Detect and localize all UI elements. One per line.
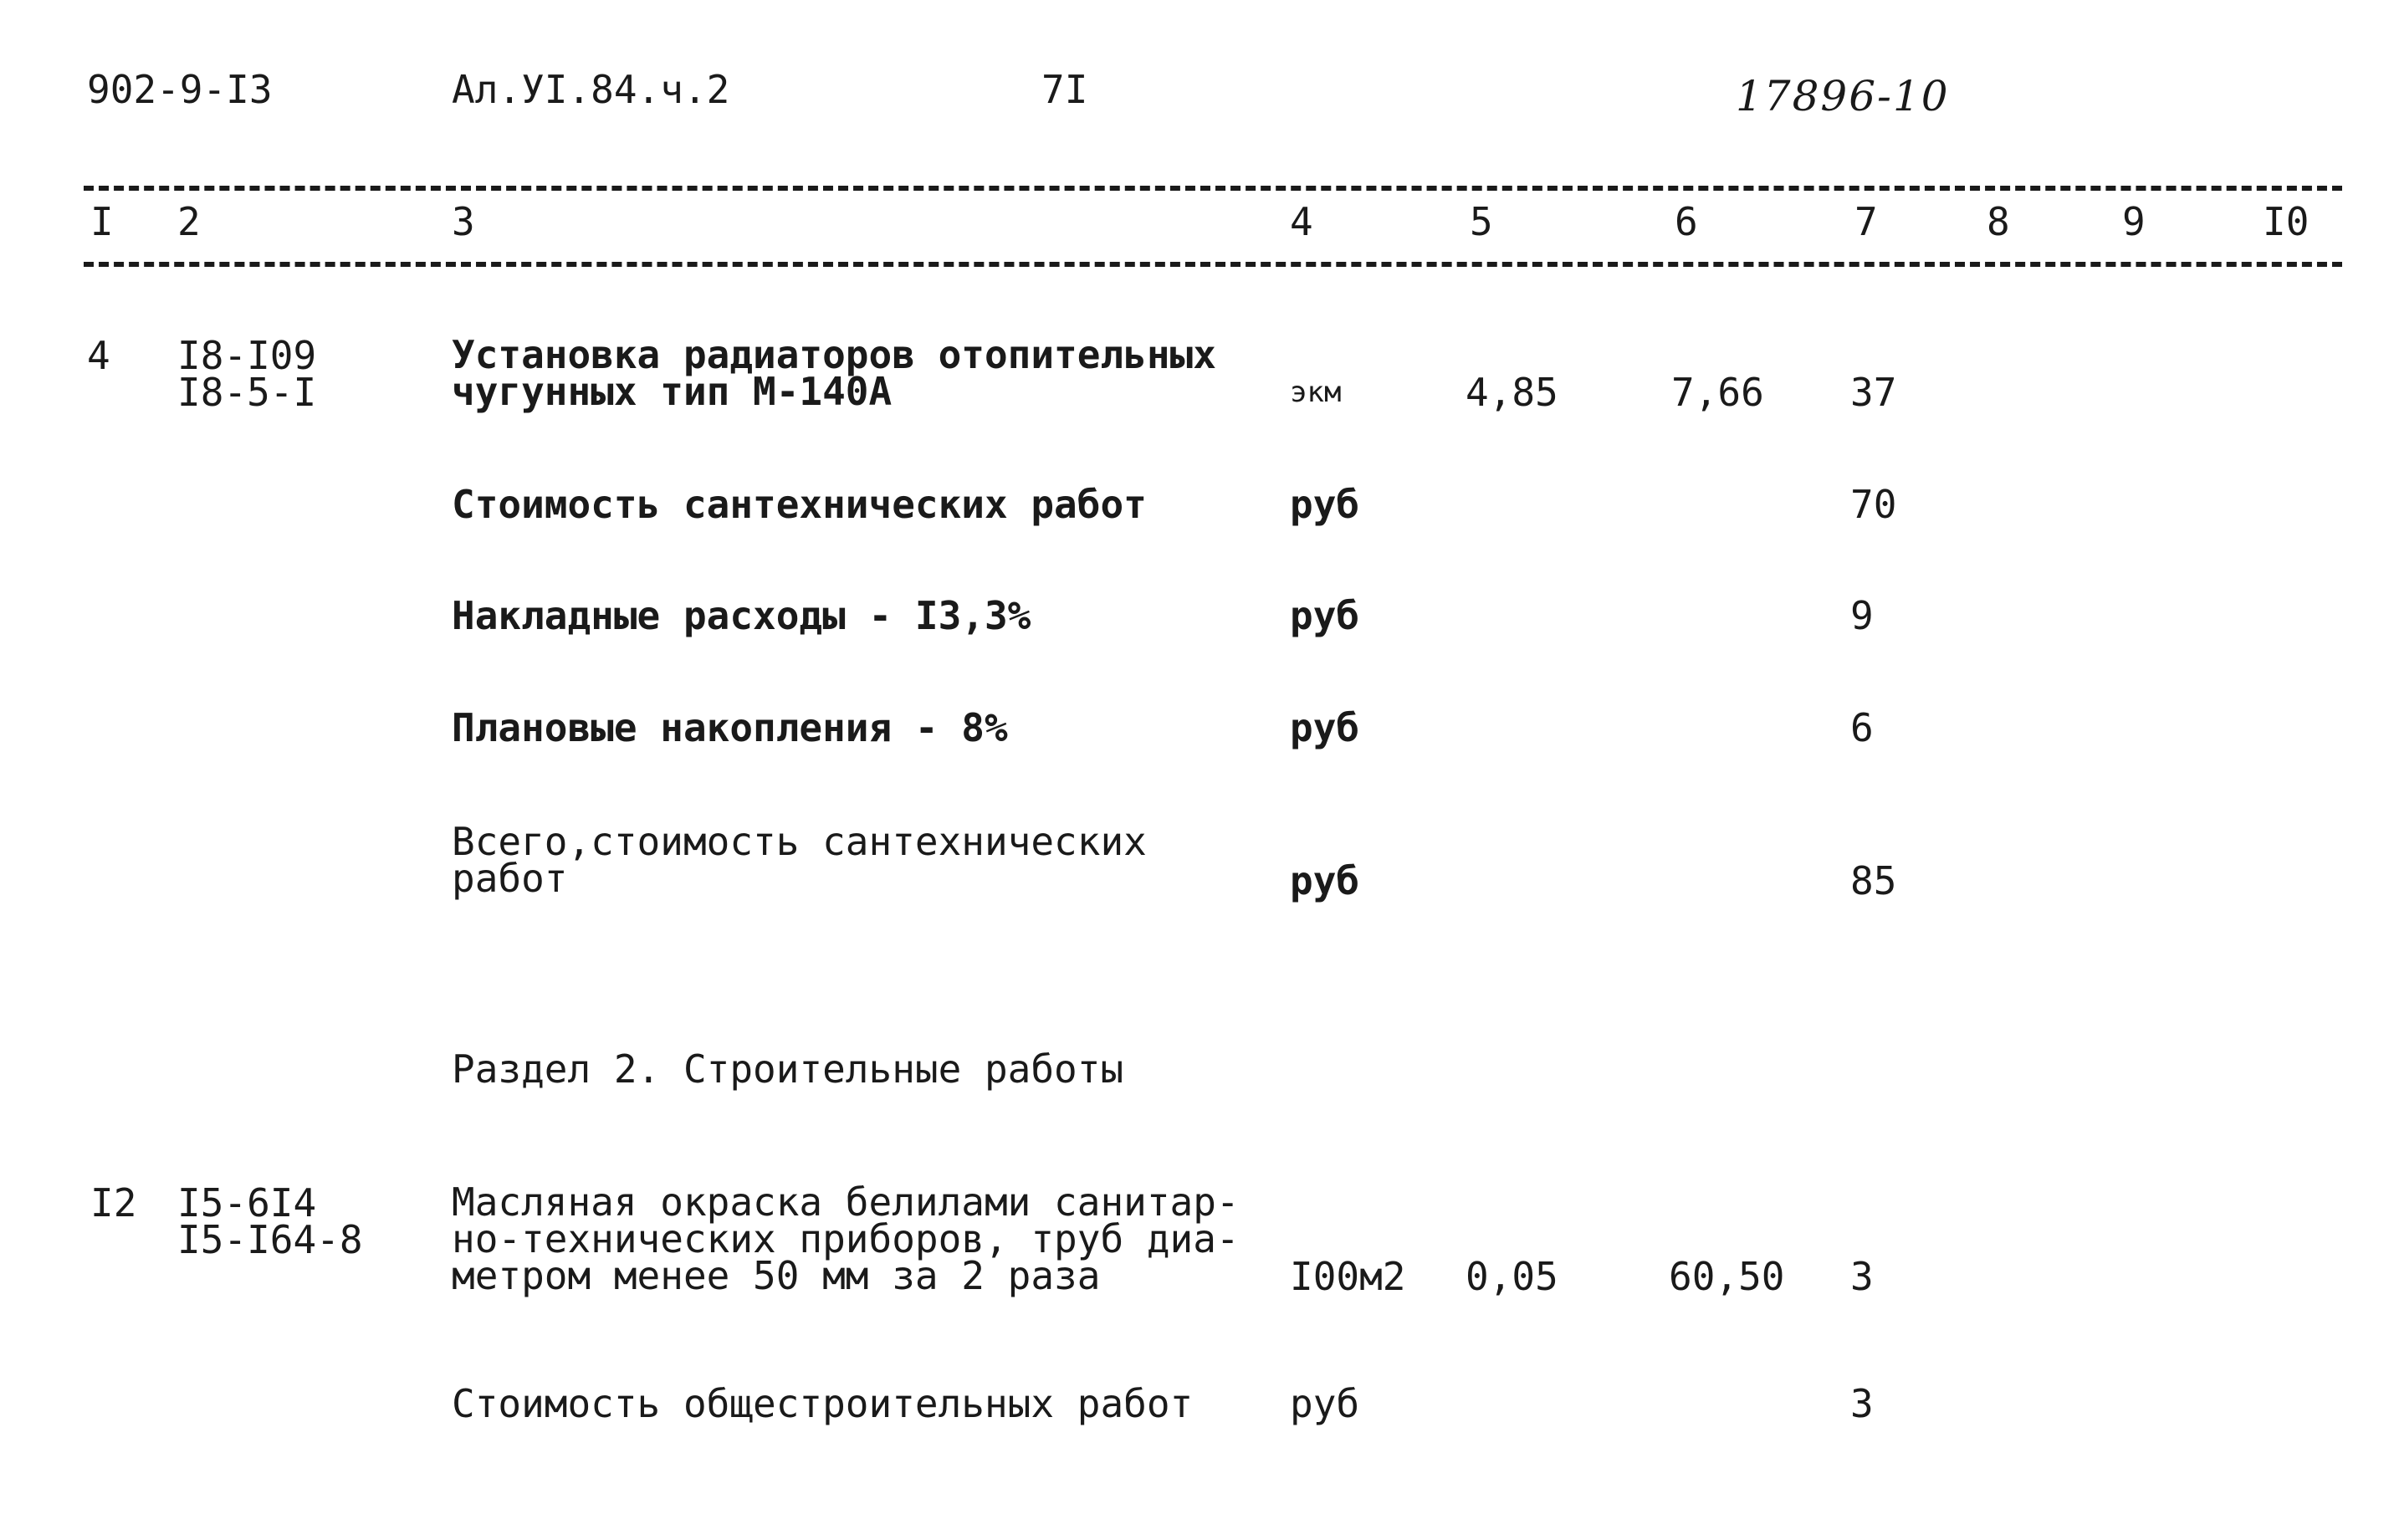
section-title: Раздел 2. Строительные работы: [452, 1046, 1124, 1092]
column-header-7: 7: [1854, 199, 1878, 244]
document-number: 17896-10: [1736, 72, 1950, 120]
column-header-2: 2: [177, 199, 201, 244]
table-row-unit: руб: [1290, 1381, 1360, 1426]
page-number: 7I: [1041, 67, 1088, 112]
table-row-name: Стоимость общестроительных работ: [452, 1381, 1194, 1426]
table-row-code: I5-I64-8: [177, 1217, 363, 1262]
table-row-unit: руб: [1290, 593, 1360, 638]
table-row-price: 60,50: [1669, 1254, 1785, 1299]
table-row-unit: руб: [1290, 482, 1360, 527]
table-row-price: 7,66: [1671, 370, 1764, 415]
table-row-total: 85: [1850, 858, 1897, 903]
table-row-total: 3: [1850, 1254, 1874, 1299]
table-row-quantity: 0,05: [1466, 1254, 1558, 1299]
column-header-3: 3: [452, 199, 475, 244]
table-row-total: 9: [1850, 593, 1874, 638]
column-header-10: I0: [2263, 199, 2310, 244]
header-rule-bottom: [84, 262, 2342, 267]
table-row-total: 6: [1850, 705, 1874, 750]
table-row-quantity: 4,85: [1466, 370, 1558, 415]
table-row-name: Масляная окраска белилами санитар- но-технических приборов, труб диа- метром менее 50 мм за 2 раза: [452, 1179, 1240, 1298]
column-header-1: I: [90, 199, 114, 244]
series-code: 902-9-I3: [87, 67, 273, 112]
table-row-total: 70: [1850, 482, 1897, 527]
album-code: Ал.УI.84.ч.2: [452, 67, 730, 112]
table-row-name: Плановые накопления - 8%: [452, 705, 1008, 750]
table-row-number: 4: [87, 333, 110, 378]
table-row-code: I8-5-I: [177, 370, 317, 415]
table-row-code: I5-6I4: [177, 1180, 317, 1225]
column-header-8: 8: [1987, 199, 2010, 244]
table-row-number: I2: [90, 1180, 137, 1225]
table-row-unit: руб: [1290, 858, 1360, 903]
table-row-unit: экм: [1290, 376, 1342, 409]
header-rule-top: [84, 186, 2342, 191]
table-row-unit: I00м2: [1290, 1254, 1406, 1299]
table-row-name: Всего,стоимость сантехнических работ: [452, 819, 1147, 901]
table-row-total: 37: [1850, 370, 1897, 415]
table-row-name: Установка радиаторов отопительных чугунных тип М-140А: [452, 332, 1216, 414]
column-header-4: 4: [1290, 199, 1313, 244]
column-header-6: 6: [1675, 199, 1698, 244]
column-header-9: 9: [2122, 199, 2146, 244]
table-row-code: I8-I09: [177, 333, 317, 378]
column-header-5: 5: [1470, 199, 1493, 244]
table-row-total: 3: [1850, 1381, 1874, 1426]
table-row-unit: руб: [1290, 705, 1360, 750]
table-row-name: Накладные расходы - I3,3%: [452, 593, 1031, 638]
table-row-name: Стоимость сантехнических работ: [452, 482, 1147, 527]
